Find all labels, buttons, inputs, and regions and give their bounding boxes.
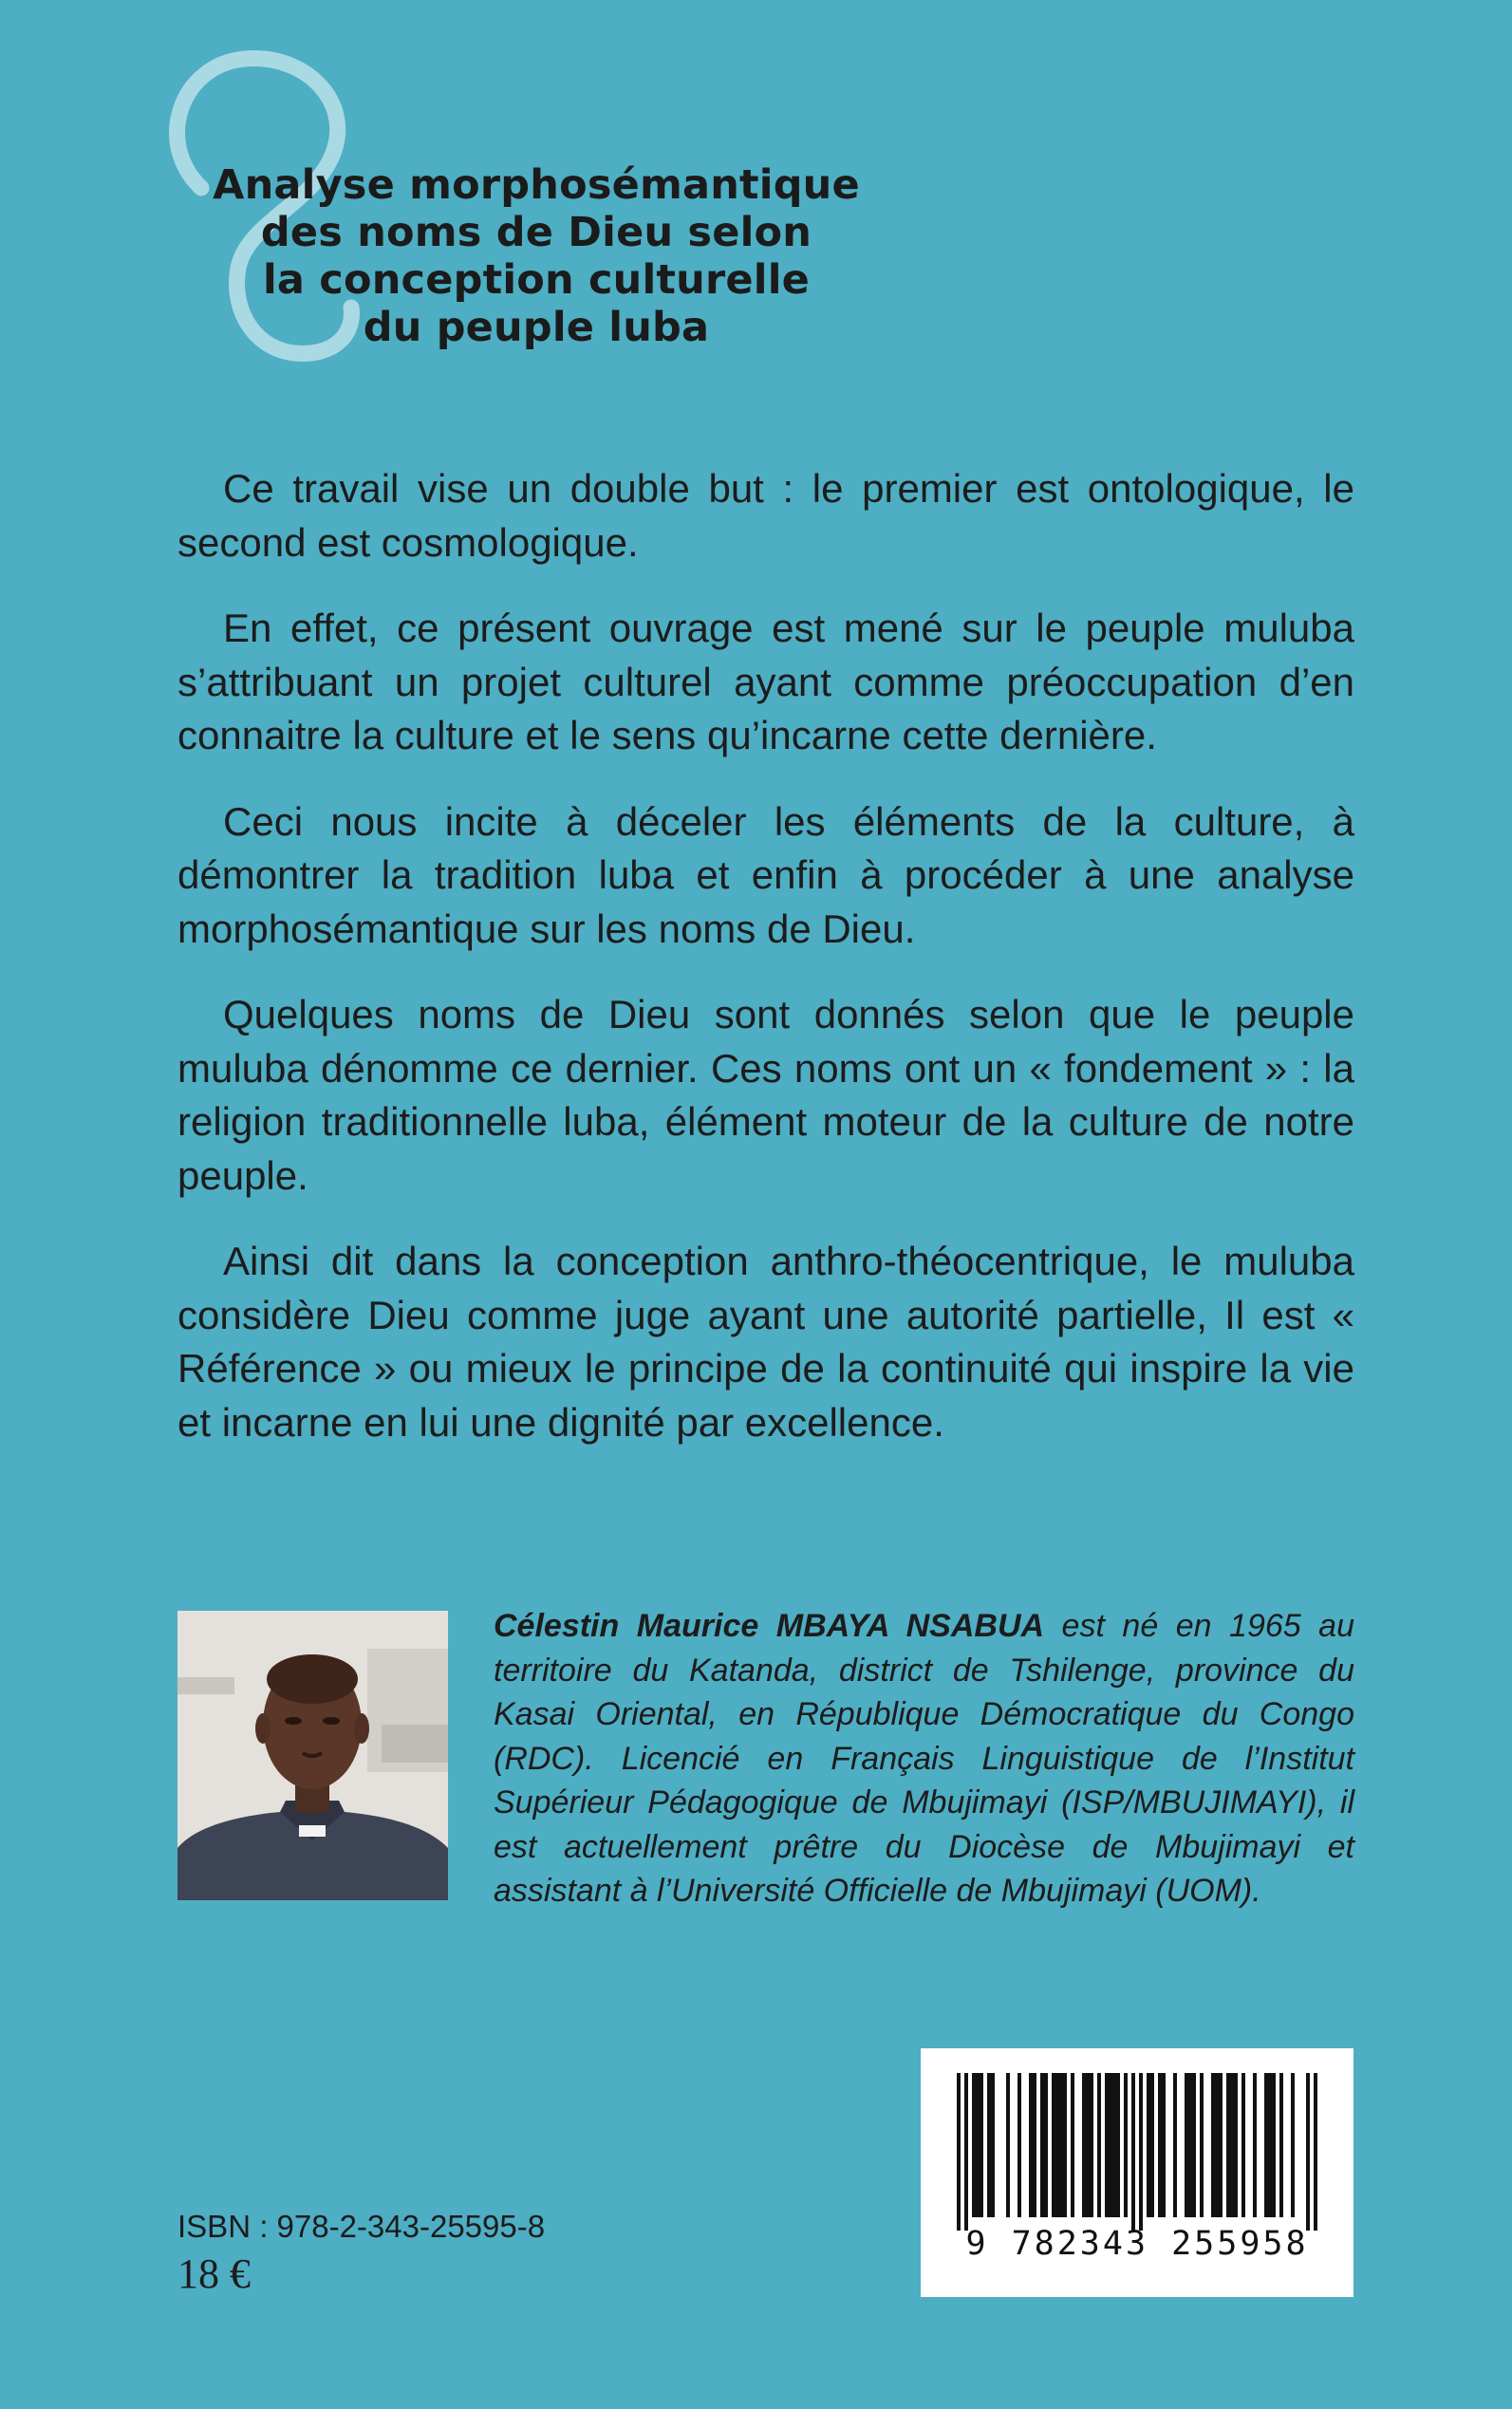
barcode-bar [964, 2073, 968, 2231]
barcode-bar [1105, 2073, 1109, 2217]
barcode-bar [1112, 2073, 1116, 2217]
title-line: Analyse morphosémantique [213, 161, 860, 209]
barcode-bar [1211, 2073, 1215, 2217]
summary-paragraph: En effet, ce présent ouvrage est mené sur le peuple muluba s’attribuant un projet culturel ayant comme préoccupation d’en connaitre la culture et le sens qu’incarne cette dernière. [177, 606, 1354, 757]
barcode-bar [1314, 2073, 1317, 2231]
title-line: des noms de Dieu selon [260, 209, 812, 256]
barcode-bar [1097, 2073, 1101, 2217]
barcode [921, 2048, 1353, 2297]
barcode-bar [1173, 2073, 1177, 2217]
barcode-bar [1059, 2073, 1063, 2217]
barcode-bar [1033, 2073, 1036, 2217]
barcode-bar [1226, 2073, 1230, 2217]
barcode-bar [1116, 2073, 1120, 2217]
barcode-bar [1082, 2073, 1086, 2217]
barcode-bar [1192, 2073, 1196, 2217]
barcode-bar [1215, 2073, 1219, 2217]
book-summary [177, 462, 1354, 1482]
barcode-bar [980, 2073, 983, 2217]
barcode-bar [1131, 2073, 1135, 2231]
barcode-bar [1306, 2073, 1310, 2231]
title-line: du peuple luba [363, 304, 710, 351]
isbn: ISBN : 978-2-343-25595-8 [177, 2209, 546, 2244]
barcode-bar [1040, 2073, 1044, 2217]
title-line: la conception culturelle [262, 256, 811, 304]
summary-paragraph: Ainsi dit dans la conception anthro-théocentrique, le muluba considère Dieu comme juge ayant une autorité partielle, Il est « Référence » ou mieux le principe de la continuité qui inspire la vie et incarne en lui une dignité par excellence. [177, 1239, 1354, 1445]
author-portrait-image [177, 1611, 448, 1900]
author-photo [177, 1611, 448, 1900]
author-bio [494, 1604, 1354, 1914]
barcode-bar [1200, 2073, 1204, 2217]
barcode-bar [1044, 2073, 1048, 2217]
barcode-bar [1272, 2073, 1276, 2217]
barcode-bar [1052, 2073, 1055, 2217]
barcode-bar [1017, 2073, 1021, 2217]
author-name: Célestin Maurice MBAYA NSABUA [494, 1608, 1045, 1644]
barcode-bar [1219, 2073, 1223, 2217]
barcode-bar [1086, 2073, 1090, 2217]
barcode-bar [976, 2073, 980, 2217]
barcode-bar [1264, 2073, 1268, 2217]
barcode-bar [1241, 2073, 1245, 2217]
barcode-bar [1291, 2073, 1295, 2217]
barcode-bar [1063, 2073, 1067, 2217]
barcode-bar [987, 2073, 991, 2217]
book-title [190, 161, 883, 351]
barcode-bar [1071, 2073, 1074, 2217]
barcode-bar [1006, 2073, 1010, 2217]
barcode-bar [1150, 2073, 1154, 2217]
summary-paragraph: Ce travail vise un double but : le premier est ontologique, le second est cosmologique. [177, 466, 1354, 565]
barcode-bar [1268, 2073, 1272, 2217]
barcode-bar [1124, 2073, 1128, 2217]
barcode-bar [1139, 2073, 1143, 2231]
barcode-bar [1090, 2073, 1093, 2217]
price: 18 € [177, 2250, 251, 2297]
barcode-bar [1253, 2073, 1257, 2217]
barcode-bar [1230, 2073, 1234, 2217]
barcode-bar [1109, 2073, 1112, 2217]
barcode-bar [1029, 2073, 1033, 2217]
barcode-bar [1158, 2073, 1162, 2217]
barcode-bar [1147, 2073, 1150, 2217]
barcode-bar [1188, 2073, 1192, 2217]
barcode-bar [1279, 2073, 1283, 2217]
barcode-bar [1234, 2073, 1238, 2217]
summary-paragraph: Quelques noms de Dieu sont donnés selon que le peuple muluba dénomme ce dernier. Ces noms ont un « fondement » : la religion traditionnelle luba, élément moteur de la culture de notre peuple. [177, 992, 1354, 1198]
barcode-bar [1055, 2073, 1059, 2217]
author-bio-text: est né en 1965 au territoire du Katanda, district de Tshilenge, province du Kasai Oriental, en République Démocratique du Congo (RDC). Licencié en Français Linguistique de l’Institut Supérieur Pédagogique de Mbujimayi (ISP/MBUJIMAYI), il est actuellement prêtre du Diocèse de Mbujimayi et assistant à l’Université Officielle de Mbujimayi (UOM). [494, 1608, 1354, 1909]
barcode-bar [957, 2073, 961, 2231]
barcode-bar [972, 2073, 976, 2217]
barcode-digits: 9 782343 255958 [965, 2225, 1309, 2263]
barcode-bar [1185, 2073, 1188, 2217]
barcode-bar [991, 2073, 995, 2217]
barcode-bar [1162, 2073, 1166, 2217]
summary-paragraph: Ceci nous incite à déceler les éléments de la culture, à démontrer la tradition luba et enfin à procéder à une analyse morphosémantique sur les noms de Dieu. [177, 798, 1354, 951]
